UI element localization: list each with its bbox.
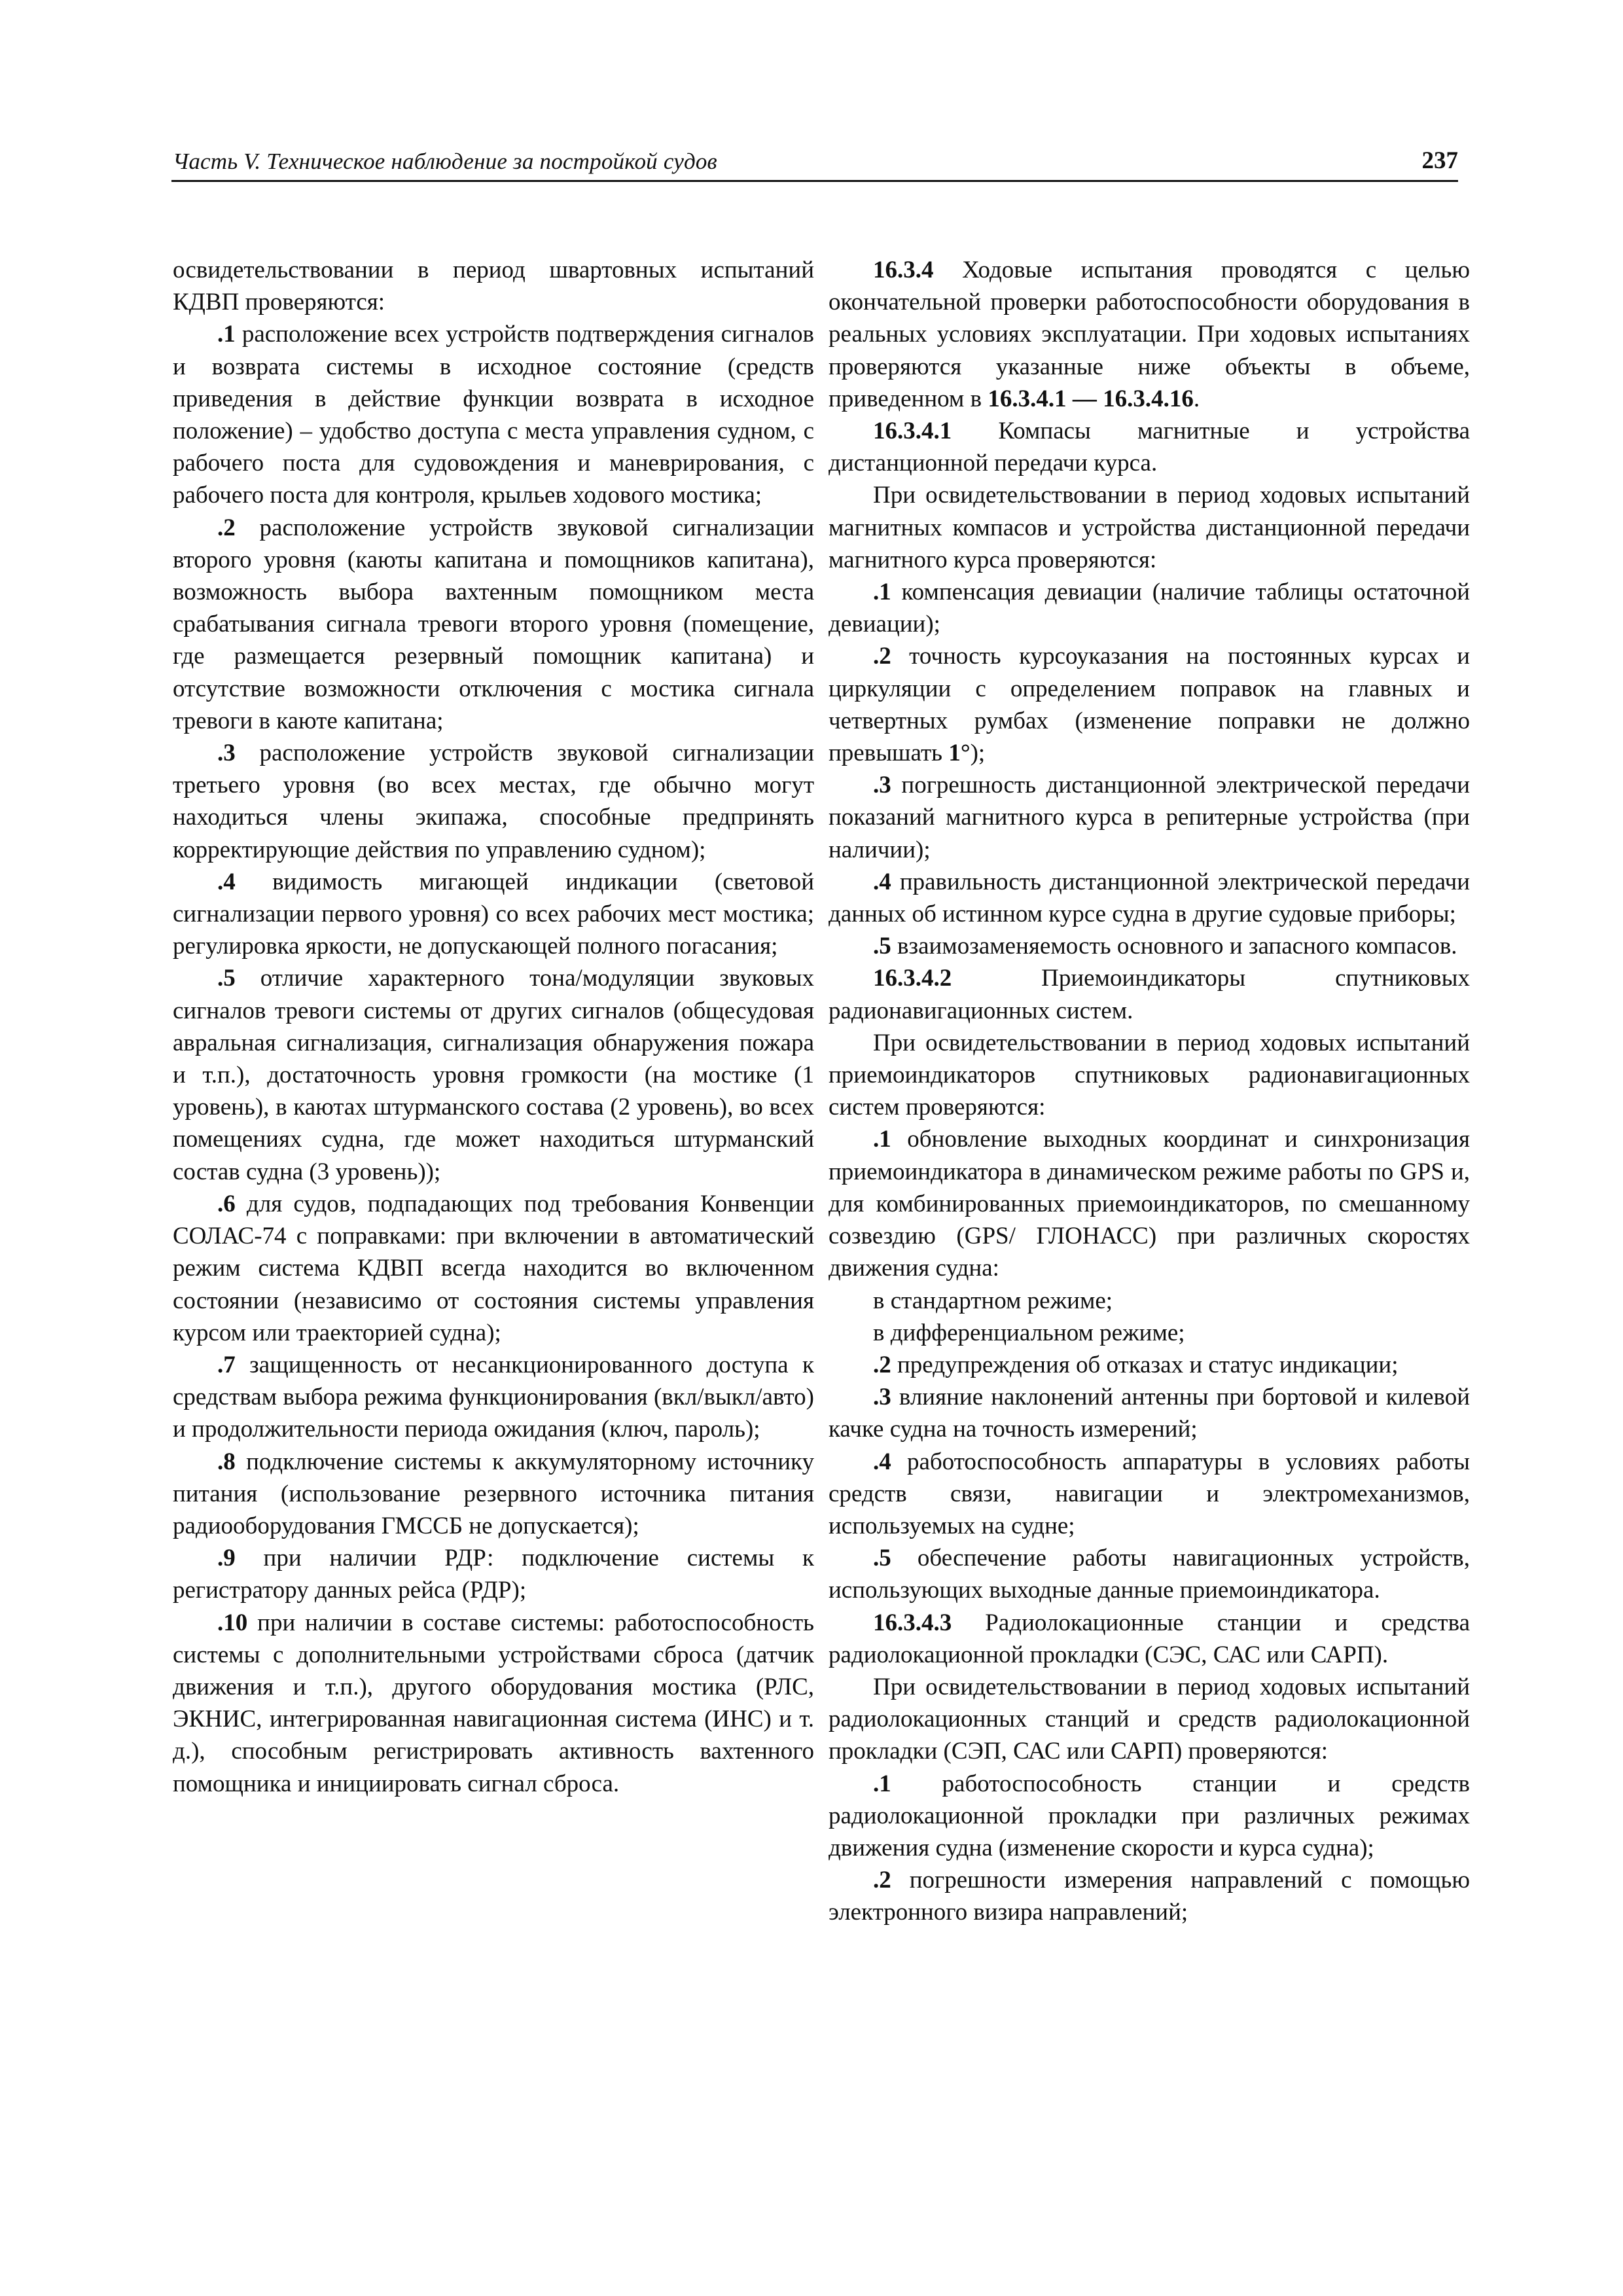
item-text: расположение устройств звуковой сигнализации второго уровня (каюты капитана и помощников капитана), возможность выбора вахтенным помощником места срабатывания сигнала тревоги второго уровня (помещение, где размещается резервный помощник капитана) и отсутствие возможности отключения с мостика сигнала тревоги в каюте капитана; bbox=[173, 514, 815, 734]
item-number: .2 bbox=[873, 1351, 891, 1378]
item-number: .1 bbox=[873, 579, 891, 606]
item-number: .3 bbox=[873, 1384, 891, 1411]
item-text: видимость мигающей индикации (световой сигнализации первого уровня) со всех рабочих мест мостика; регулировка яркости, не допускающей полного погасания; bbox=[173, 868, 814, 960]
paragraph: При освидетельствовании в период ходовых испытаний приемоиндикаторов спутниковых радионавигационных систем проверяются: bbox=[829, 1029, 1470, 1121]
list-item bbox=[173, 1446, 814, 1543]
item-text: обновление выходных координат и синхронизация приемоиндикатора в динамическом режиме работы по GPS и, для комбинированных приемоиндикаторов, по смешанному созвездию (GPS/ ГЛОНАСС) при различных скоростях движения судна: bbox=[829, 1126, 1471, 1282]
list-item bbox=[829, 576, 1470, 640]
section-16-3-4-3-heading bbox=[829, 1607, 1470, 1671]
sub-item: в дифференциальном режиме; bbox=[873, 1319, 1185, 1346]
list-item bbox=[173, 1188, 814, 1349]
item-tail: ); bbox=[970, 740, 986, 767]
item-text: для судов, подпадающих под требования Конвенции СОЛАС-74 с поправками: при включении в автоматический режим система КДВП всегда находится во включенном состоянии (независимо от состояния системы управления курсом или траекторией судна); bbox=[173, 1190, 815, 1346]
section-ref: 16.3.4.1 bbox=[988, 385, 1067, 412]
section-text: Ходовые испытания проводятся с целью окончательной проверки работоспособности оборудования в реальных условиях эксплуатации. При ходовых испытаниях проверяются указанные ниже объекты в объеме, приведенном в bbox=[829, 257, 1471, 412]
item-number: .7 bbox=[217, 1351, 236, 1378]
list-item bbox=[173, 1349, 814, 1446]
list-item bbox=[173, 1542, 814, 1606]
item-text: взаимозаменяемость основного и запасного компасов. bbox=[897, 933, 1457, 960]
section-ref: 16.3.4.16 bbox=[1103, 385, 1194, 412]
item-number: .2 bbox=[217, 514, 236, 541]
item-text: при наличии в составе системы: работоспособность системы с дополнительными устройствами сброса (датчик движения и т.п.), другого оборудования мостика (РЛС, ЭКНИС, интегрированная навигационная система (ИНС) и т. д.), способным регистрировать активность вахтенного помощника и инициировать сигнал сброса. bbox=[173, 1609, 814, 1797]
item-text: компенсация девиации (наличие таблицы остаточной девиации); bbox=[829, 579, 1471, 638]
list-item bbox=[173, 737, 814, 866]
item-number: .10 bbox=[217, 1609, 248, 1636]
list-item bbox=[829, 640, 1470, 769]
list-item bbox=[829, 866, 1470, 930]
item-number: .3 bbox=[217, 740, 236, 767]
item-text: отличие характерного тона/модуляции звуковых сигналов тревоги системы от других сигналов (общесудовая авральная сигнализация, сигнализация обнаружения пожара и т.п.), достаточность уровня громкости (на мостике (1 уровень), в каютах штурманского состава (2 уровень), во всех помещениях судна, где может находиться штурманский состав судна (3 уровень)); bbox=[173, 965, 815, 1185]
item-text: погрешность дистанционной электрической передачи показаний магнитного курса в репитерные устройства (при наличии); bbox=[829, 772, 1471, 863]
item-text: погрешности измерения направлений с помощью электронного визира направлений; bbox=[829, 1867, 1471, 1926]
item-text: точность курсоуказания на постоянных курсах и циркуляции с определением поправок на главных и четвертных румбах (изменение поправки не должно превышать bbox=[829, 643, 1471, 767]
list-item bbox=[829, 1864, 1470, 1928]
item-text: работоспособность аппаратуры в условиях работы средств связи, навигации и электромеханизмов, используемых на судне; bbox=[829, 1448, 1471, 1539]
list-item bbox=[829, 1446, 1470, 1543]
item-number: .5 bbox=[217, 965, 236, 992]
item-text: правильность дистанционной электрической передачи данных об истинном курсе судна в другие судовые приборы; bbox=[829, 868, 1471, 928]
item-number: .1 bbox=[873, 1126, 891, 1153]
dash: — bbox=[1072, 385, 1097, 412]
list-item bbox=[829, 1123, 1470, 1284]
section-number: 16.3.4.1 bbox=[873, 418, 952, 445]
sub-item: в стандартном режиме; bbox=[873, 1287, 1113, 1314]
item-number: .8 bbox=[217, 1448, 236, 1475]
section-16-3-4-2-heading bbox=[829, 962, 1470, 1026]
item-text: расположение всех устройств подтверждения сигналов и возврата системы в исходное состояние (средств приведения в действие функции возврата в исходное положение) – удобство доступа с места управления судном, с рабочего поста для судовождения и маневрирования, с рабочего поста для контроля, крыльев ходового мостика; bbox=[173, 321, 814, 509]
item-number: .1 bbox=[873, 1770, 891, 1797]
period: . bbox=[1193, 385, 1200, 412]
item-text: расположение устройств звуковой сигнализации третьего уровня (во всех местах, где обычно могут находиться члены экипажа, способные предпринять корректирующие действия по управлению судном); bbox=[173, 740, 815, 863]
running-header bbox=[171, 147, 1458, 182]
section-16-3-4-1-heading bbox=[829, 415, 1470, 479]
item-text: при наличии РДР: подключение системы к регистратору данных рейса (РДР); bbox=[173, 1545, 814, 1604]
item-number: .5 bbox=[873, 933, 891, 960]
item-text: обеспечение работы навигационных устройств, использующих выходные данные приемоиндикатора. bbox=[829, 1545, 1470, 1604]
item-number: .6 bbox=[217, 1190, 236, 1217]
item-number: .9 bbox=[217, 1545, 236, 1572]
header-title: Часть V. Техническое наблюдение за постройкой судов bbox=[173, 149, 717, 174]
section-title: Радиолокационные станции и средства радиолокационной прокладки (СЭС, САС или САРП). bbox=[829, 1609, 1470, 1668]
item-number: .4 bbox=[873, 1448, 891, 1475]
item-number: .2 bbox=[873, 643, 891, 670]
list-item bbox=[829, 1349, 1470, 1381]
item-number: .1 bbox=[217, 321, 236, 348]
item-text: подключение системы к аккумуляторному источнику питания (использование резервного источника питания радиооборудования ГМССБ не допускается); bbox=[173, 1448, 814, 1539]
item-text: предупреждения об отказах и статус индикации; bbox=[897, 1351, 1399, 1378]
item-number: .2 bbox=[873, 1867, 891, 1894]
list-item bbox=[173, 318, 814, 511]
list-item bbox=[173, 962, 814, 1187]
left-column bbox=[173, 254, 814, 1800]
item-text: защищенность от несанкционированного доступа к средствам выбора режима функционирования (вкл/выкл/авто) и продолжительности периода ожидания (ключ, пароль); bbox=[173, 1351, 814, 1443]
item-text: работоспособность станции и средств радиолокационной прокладки при различных режимах движения судна (изменение скорости и курса судна); bbox=[829, 1770, 1470, 1861]
paragraph: При освидетельствовании в период ходовых испытаний радиолокационных станций и средств радиолокационной прокладки (СЭП, САС или САРП) проверяются: bbox=[829, 1673, 1470, 1765]
list-item bbox=[173, 512, 814, 737]
list-item bbox=[829, 769, 1470, 866]
section-16-3-4 bbox=[829, 254, 1470, 415]
paragraph: При освидетельствовании в период ходовых испытаний магнитных компасов и устройства дистанционной передачи магнитного курса проверяются: bbox=[829, 482, 1470, 573]
section-number: 16.3.4 bbox=[873, 257, 934, 283]
list-item bbox=[829, 1381, 1470, 1445]
right-column bbox=[829, 254, 1470, 1929]
item-text: влияние наклонений антенны при бортовой и килевой качке судна на точность измерений; bbox=[829, 1384, 1470, 1443]
item-number: .5 bbox=[873, 1545, 891, 1572]
item-number: .4 bbox=[217, 868, 236, 895]
section-title: Приемоиндикаторы спутниковых радионавигационных систем. bbox=[829, 965, 1470, 1024]
list-item bbox=[173, 1607, 814, 1800]
list-item bbox=[829, 930, 1470, 962]
item-number: .3 bbox=[873, 772, 891, 799]
section-number: 16.3.4.2 bbox=[873, 965, 952, 992]
limit-value: 1° bbox=[948, 740, 971, 767]
list-item bbox=[829, 1768, 1470, 1865]
section-number: 16.3.4.3 bbox=[873, 1609, 952, 1636]
paragraph: освидетельствовании в период швартовных испытаний КДВП проверяются: bbox=[173, 257, 814, 316]
list-item bbox=[829, 1542, 1470, 1606]
page-number: 237 bbox=[1421, 147, 1458, 174]
list-item bbox=[173, 866, 814, 963]
section-title: Компасы магнитные и устройства дистанционной передачи курса. bbox=[829, 418, 1470, 477]
item-number: .4 bbox=[873, 868, 891, 895]
